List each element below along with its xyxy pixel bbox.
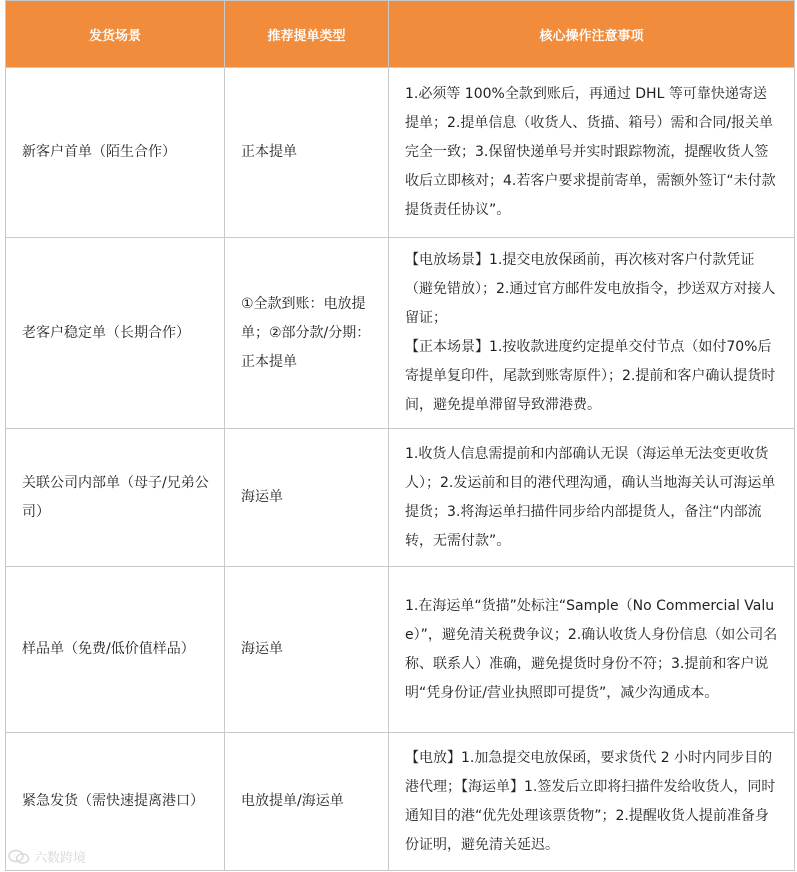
bl-type-cell: 正本提单 [225,68,389,238]
scene-cell: 老客户稳定单（长期合作） [6,238,225,429]
table-row [6,567,795,733]
watermark-text: 六数跨境 [34,851,87,866]
notes-cell: 1.在海运单“货描”处标注“Sample（No Commercial Value）”，避免清关税费争议；2.确认收货人身份信息（如公司名称、联系人）准确，避免提货时身份不符；3.提前和客户说明“凭身份证/营业执照即可提货”，减少沟通成本。 [389,567,795,733]
scene-cell: 样品单（免费/低价值样品） [6,567,225,733]
watermark [8,847,86,866]
header-scene: 发货场景 [6,1,225,68]
notes-cell: 1.必须等 100%全款到账后，再通过 DHL 等可靠快递寄送提单；2.提单信息（收货人、货描、箱号）需和合同/报关单完全一致；3.保留快递单号并实时跟踪物流，提醒收货人签收后立即核对；4.若客户要求提前寄单，需额外签订“未付款提货责任协议”。 [389,68,795,238]
notes-cell: 1.收货人信息需提前和内部确认无误（海运单无法变更收货人）；2.发运前和目的港代理沟通，确认当地海关认可海运单提货；3.将海运单扫描件同步给内部提货人，备注“内部流转，无需付款”。 [389,429,795,567]
table-row [6,68,795,238]
table-row [6,733,795,871]
notes-paragraph-original: 【正本场景】1.按收款进度约定提单交付节点（如付70%后寄提单复印件，尾款到账寄原件）；2.提前和客户确认提货时间，避免提单滞留导致滞港费。 [405,339,776,413]
bl-type-cell: 电放提单/海运单 [225,733,389,871]
table-row [6,238,795,429]
bl-type-cell: ①全款到账：电放提单；②部分款/分期：正本提单 [225,238,389,429]
notes-paragraph-release: 【电放场景】1.提交电放保函前，再次核对客户付款凭证（避免错放）；2.通过官方邮件发电放指令，抄送双方对接人留证； [405,252,776,326]
bl-type-cell: 海运单 [225,567,389,733]
scene-cell: 紧急发货（需快速提离港口） [6,733,225,871]
bl-type-cell: 海运单 [225,429,389,567]
notes-cell [389,238,795,429]
shipping-scenario-table [5,0,795,871]
header-bl-type: 推荐提单类型 [225,1,389,68]
scene-cell: 关联公司内部单（母子/兄弟公司） [6,429,225,567]
scene-cell: 新客户首单（陌生合作） [6,68,225,238]
notes-cell: 【电放】1.加急提交电放保函，要求货代 2 小时内同步目的港代理；【海运单】1.签发后立即将扫描件发给收货人，同时通知目的港“优先处理该票货物”；2.提醒收货人提前准备身份证明，避免清关延迟。 [389,733,795,871]
wechat-official-account-icon [8,849,30,865]
table-row [6,429,795,567]
header-notes: 核心操作注意事项 [389,1,795,68]
table-header-row [6,1,795,68]
